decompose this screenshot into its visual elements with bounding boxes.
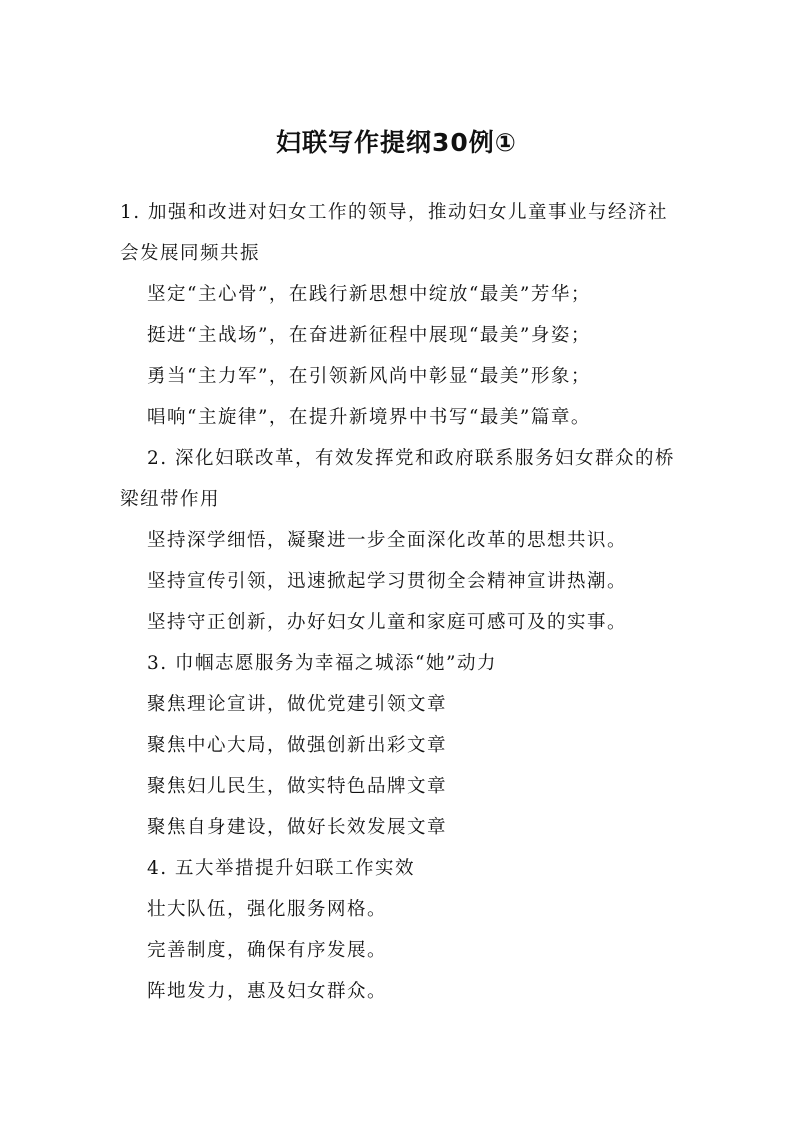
list-item: 完善制度，确保有序发展。 [147, 940, 388, 961]
list-item: 聚焦中心大局，做强创新出彩文章 [147, 735, 448, 756]
list-item: 聚焦自身建设，做好长效发展文章 [147, 817, 448, 838]
document-body [120, 192, 680, 1012]
heading-3: 3. 巾帼志愿服务为幸福之城添“她”动力 [147, 653, 497, 674]
list-item: 坚持宣传引领，迅速掀起学习贯彻全会精神宣讲热潮。 [147, 571, 628, 592]
document-title: 妇联写作提纲30例① [276, 128, 517, 157]
heading-1: 1. 加强和改进对妇女工作的领导，推动妇女儿童事业与经济社会发展同频共振 [120, 202, 669, 264]
list-item: 壮大队伍，强化服务网格。 [147, 899, 388, 920]
list-item: 坚持深学细悟，凝聚进一步全面深化改革的思想共识。 [147, 530, 628, 551]
list-item: 坚持守正创新，办好妇女儿童和家庭可感可及的实事。 [147, 612, 628, 633]
heading-2: 2. 深化妇联改革，有效发挥党和政府联系服务妇女群众的桥梁纽带作用 [120, 448, 676, 510]
list-item: 勇当“主力军”，在引领新风尚中彰显“最美”形象； [147, 366, 591, 387]
list-item: 阵地发力，惠及妇女群众。 [147, 981, 388, 1002]
list-item: 唱响“主旋律”，在提升新境界中书写“最美”篇章。 [147, 407, 591, 428]
list-item: 坚定“主心骨”，在践行新思想中绽放“最美”芳华； [147, 284, 591, 305]
list-item: 挺进“主战场”，在奋进新征程中展现“最美”身姿； [147, 325, 591, 346]
list-item: 聚焦理论宣讲，做优党建引领文章 [147, 694, 448, 715]
list-item: 聚焦妇儿民生，做实特色品牌文章 [147, 776, 448, 797]
heading-4: 4. 五大举措提升妇联工作实效 [147, 858, 416, 879]
